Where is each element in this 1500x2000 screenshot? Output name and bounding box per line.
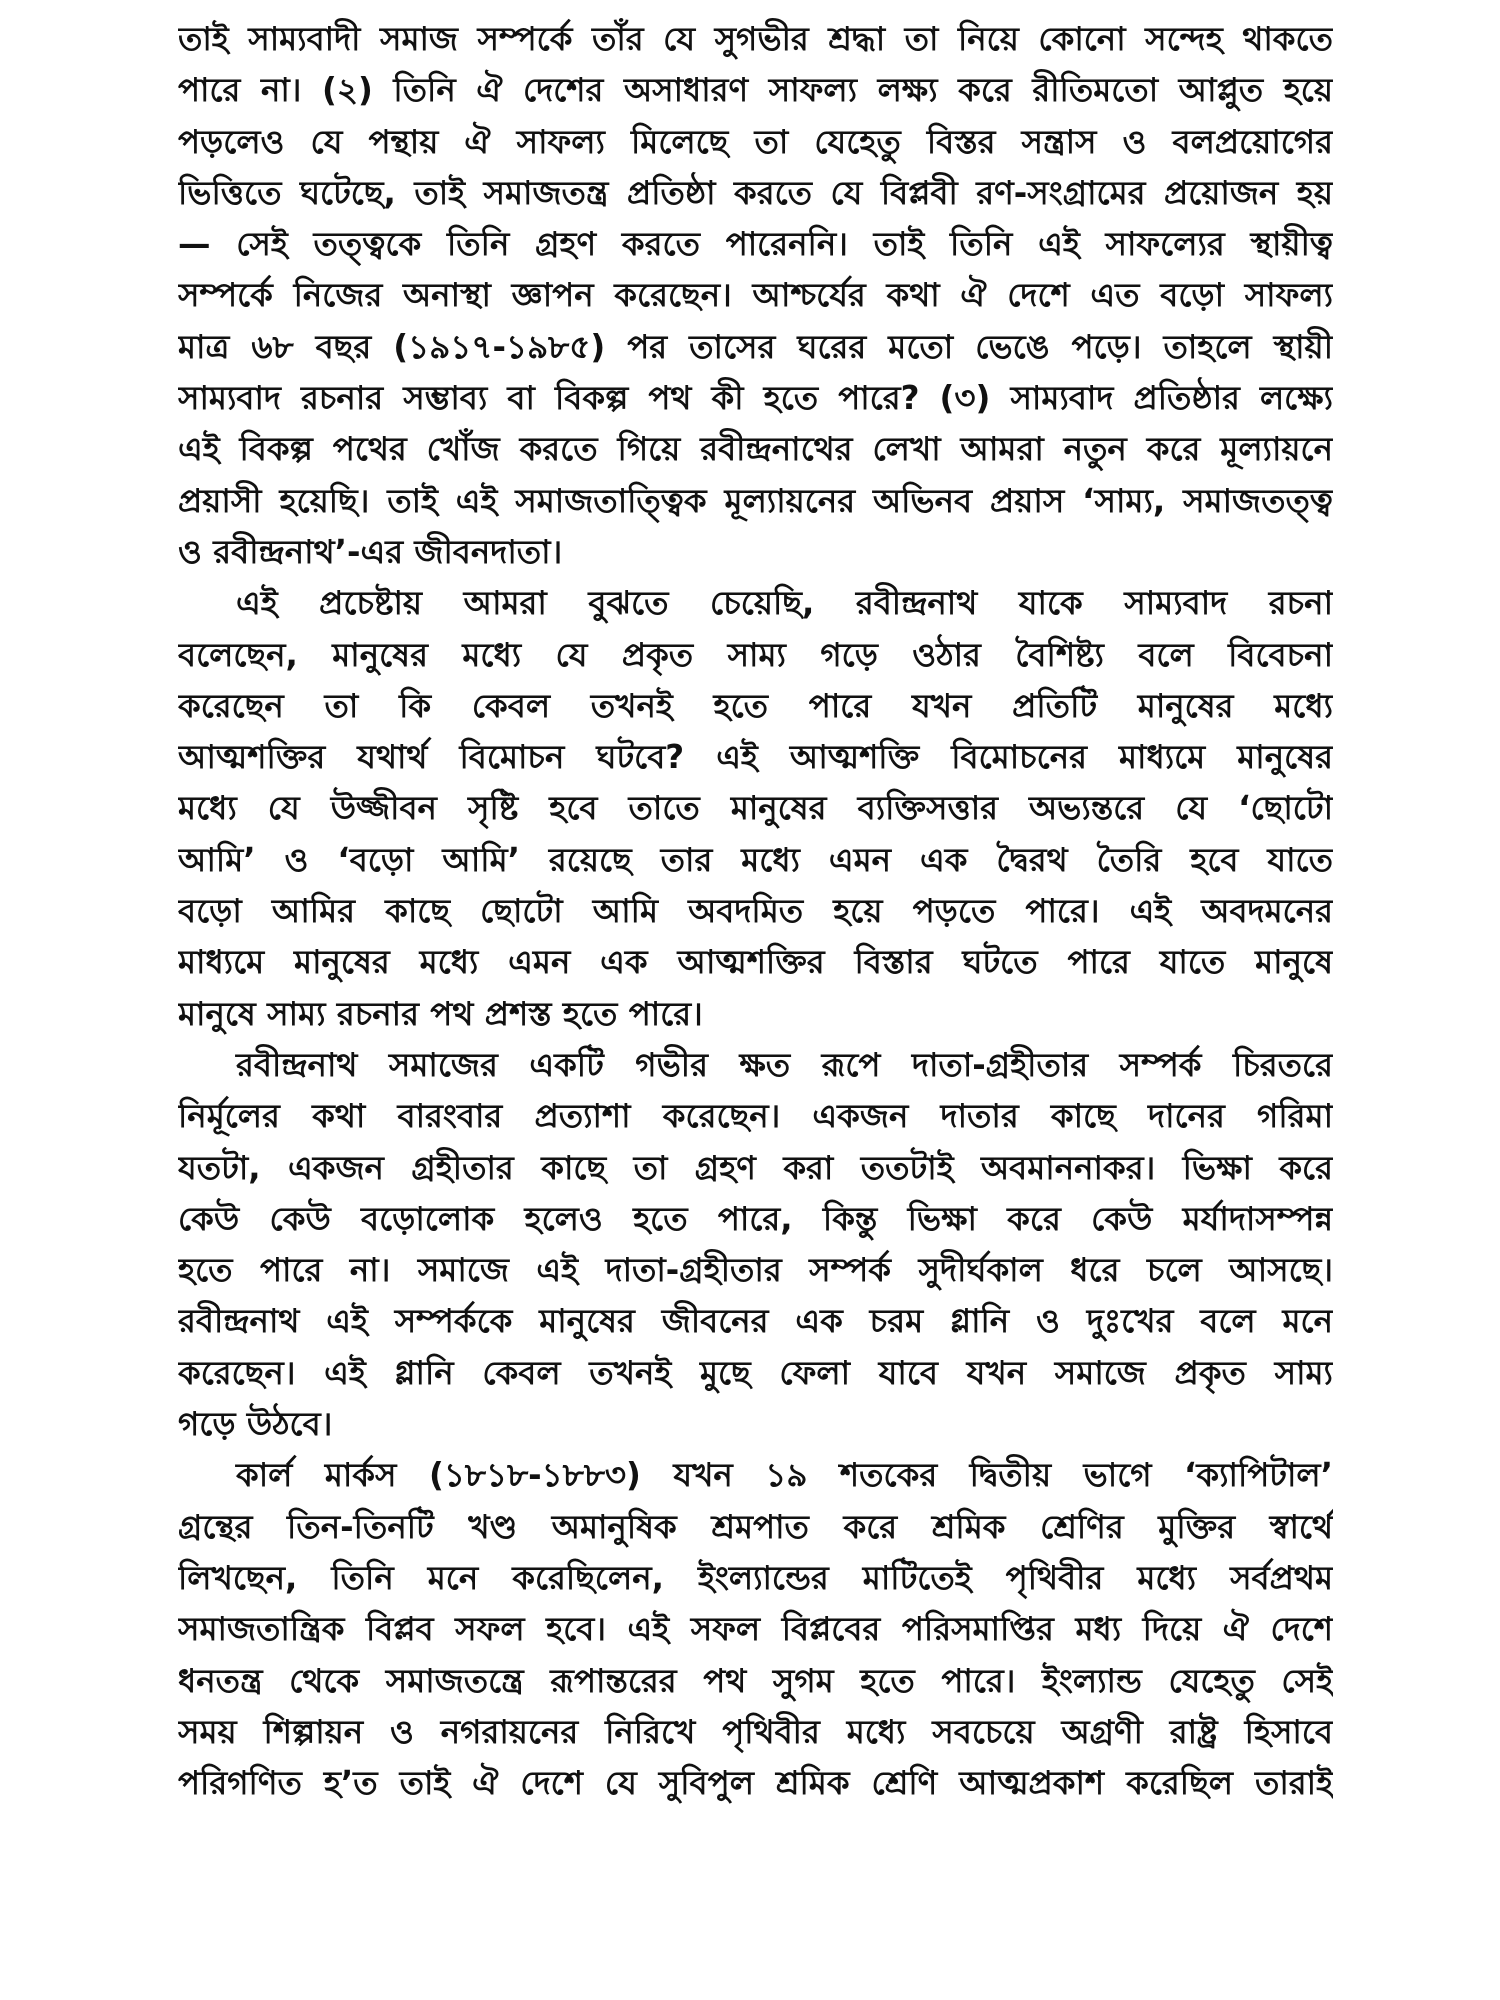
text-line: মাধ্যমে মানুষের মধ্যে এমন এক আত্মশক্তির বিস্তার ঘটতে পারে যাতে মানুষে — [178, 943, 1333, 982]
text-line: রবীন্দ্রনাথ এই সম্পর্ককে মানুষের জীবনের এক চরম গ্লানি ও দুঃখের বলে মনে — [178, 1302, 1333, 1341]
text-line: পারে না। (২) তিনি ঐ দেশের অসাধারণ সাফল্য লক্ষ্য করে রীতিমতো আপ্লুত হয়ে — [178, 71, 1333, 110]
text-line: আত্মশক্তির যথার্থ বিমোচন ঘটবে? এই আত্মশক্তি বিমোচনের মাধ্যমে মানুষের — [178, 738, 1333, 777]
text-line: হতে পারে না। সমাজে এই দাতা-গ্রহীতার সম্পর্ক সুদীর্ঘকাল ধরে চলে আসছে। — [178, 1251, 1333, 1290]
text-line: বলেছেন, মানুষের মধ্যে যে প্রকৃত সাম্য গড়ে ওঠার বৈশিষ্ট্য বলে বিবেচনা — [178, 635, 1333, 674]
text-line: কেউ কেউ বড়োলোক হলেও হতে পারে, কিন্তু ভিক্ষা করে কেউ মর্যাদাসম্পন্ন — [178, 1199, 1333, 1238]
text-line: এই বিকল্প পথের খোঁজ করতে গিয়ে রবীন্দ্রনাথের লেখা আমরা নতুন করে মূল্যায়নে — [178, 430, 1333, 469]
text-line: মধ্যে যে উজ্জীবন সৃষ্টি হবে তাতে মানুষের ব্যক্তিসত্তার অভ্যন্তরে যে ‘ছোটো — [178, 789, 1333, 828]
text-line: — সেই তত্ত্বকে তিনি গ্রহণ করতে পারেননি। তাই তিনি এই সাফল্যের স্থায়ীত্ব — [178, 225, 1333, 264]
text-line: করেছেন। এই গ্লানি কেবল তখনই মুছে ফেলা যাবে যখন সমাজে প্রকৃত সাম্য — [178, 1353, 1333, 1392]
text-line: সম্পর্কে নিজের অনাস্থা জ্ঞাপন করেছেন। আশ্চর্যের কথা ঐ দেশে এত বড়ো সাফল্য — [178, 276, 1333, 315]
text-line: আমি’ ও ‘বড়ো আমি’ রয়েছে তার মধ্যে এমন এক দ্বৈরথ তৈরি হবে যাতে — [178, 840, 1333, 879]
text-line: প্রয়াসী হয়েছি। তাই এই সমাজতাত্ত্বিক মূল্যায়নের অভিনব প্রয়াস ‘সাম্য, সমাজতত্ত্ব — [178, 481, 1333, 520]
text-line: ও রবীন্দ্রনাথ’-এর জীবনদাতা। — [178, 532, 563, 571]
text-line: সাম্যবাদ রচনার সম্ভাব্য বা বিকল্প পথ কী হতে পারে? (৩) সাম্যবাদ প্রতিষ্ঠার লক্ষ্যে — [178, 379, 1333, 418]
text-line: সমাজতান্ত্রিক বিপ্লব সফল হবে। এই সফল বিপ্লবের পরিসমাপ্তির মধ্য দিয়ে ঐ দেশে — [178, 1610, 1333, 1649]
paragraph-first-line: এই প্রচেষ্টায় আমরা বুঝতে চেয়েছি, রবীন্দ্রনাথ যাকে সাম্যবাদ রচনা — [236, 584, 1333, 623]
text-line: বড়ো আমির কাছে ছোটো আমি অবদমিত হয়ে পড়তে পারে। এই অবদমনের — [178, 892, 1333, 931]
text-line: লিখছেন, তিনি মনে করেছিলেন, ইংল্যান্ডের মাটিতেই পৃথিবীর মধ্যে সর্বপ্রথম — [178, 1558, 1333, 1597]
text-line: ভিত্তিতে ঘটেছে, তাই সমাজতন্ত্র প্রতিষ্ঠা করতে যে বিপ্লবী রণ-সংগ্রামের প্রয়োজন হয় — [178, 173, 1333, 212]
text-line: গ্রন্থের তিন-তিনটি খণ্ড অমানুষিক শ্রমপাত করে শ্রমিক শ্রেণির মুক্তির স্বার্থে — [178, 1507, 1333, 1546]
text-line: ধনতন্ত্র থেকে সমাজতন্ত্রে রূপান্তরের পথ সুগম হতে পারে। ইংল্যান্ড যেহেতু সেই — [178, 1661, 1333, 1700]
body-text — [178, 14, 1333, 1809]
paragraph-first-line: কার্ল মার্কস (১৮১৮-১৮৮৩) যখন ১৯ শতকের দ্বিতীয় ভাগে ‘ক্যাপিটাল’ — [236, 1456, 1333, 1495]
text-line: তাই সাম্যবাদী সমাজ সম্পর্কে তাঁর যে সুগভীর শ্রদ্ধা তা নিয়ে কোনো সন্দেহ থাকতে — [178, 20, 1333, 58]
text-line: মাত্র ৬৮ বছর (১৯১৭-১৯৮৫) পর তাসের ঘরের মতো ভেঙে পড়ে। তাহলে স্থায়ী — [178, 327, 1333, 366]
text-line: নির্মূলের কথা বারংবার প্রত্যাশা করেছেন। একজন দাতার কাছে দানের গরিমা — [178, 1097, 1333, 1136]
text-line: পড়লেও যে পন্থায় ঐ সাফল্য মিলেছে তা যেহেতু বিস্তর সন্ত্রাস ও বলপ্রয়োগের — [178, 122, 1333, 161]
text-line: মানুষে সাম্য রচনার পথ প্রশস্ত হতে পারে। — [178, 994, 703, 1033]
text-line: করেছেন তা কি কেবল তখনই হতে পারে যখন প্রতিটি মানুষের মধ্যে — [178, 686, 1333, 725]
text-line: পরিগণিত হ’ত তাই ঐ দেশে যে সুবিপুল শ্রমিক শ্রেণি আত্মপ্রকাশ করেছিল তারাই — [178, 1764, 1333, 1803]
text-line: সময় শিল্পায়ন ও নগরায়নের নিরিখে পৃথিবীর মধ্যে সবচেয়ে অগ্রণী রাষ্ট্র হিসাবে — [178, 1712, 1333, 1751]
text-line: যতটা, একজন গ্রহীতার কাছে তা গ্রহণ করা ততটাই অবমাননাকর। ভিক্ষা করে — [178, 1148, 1333, 1187]
paragraph-first-line: রবীন্দ্রনাথ সমাজের একটি গভীর ক্ষত রূপে দাতা-গ্রহীতার সম্পর্ক চিরতরে — [236, 1045, 1333, 1084]
text-line: গড়ে উঠবে। — [178, 1405, 333, 1444]
